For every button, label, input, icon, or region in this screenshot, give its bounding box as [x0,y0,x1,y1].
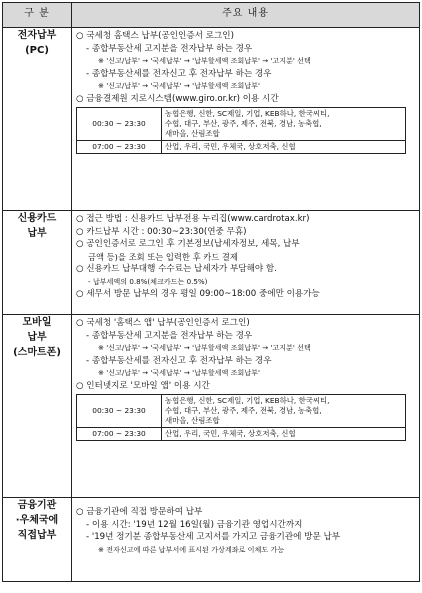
note-line: ※ '신고/납부' → '국세납부' → '납부할세액 조회납부' [98,81,260,90]
hours-cell: 07:00 ~ 23:30 [77,141,162,154]
content-line: - 종합부동산세 고지분을 전자납부 하는 경우 [86,43,253,54]
banks-cell [162,141,406,154]
payment-methods-document [2,2,420,582]
banks-line: 산업, 우리, 국민, 우체국, 상호저축, 신협 [165,429,296,438]
content-line: ○ 공인인증서로 로그인 후 기본정보(납세자정보, 세목, 납부 [76,239,300,249]
category-line: 직접납부 [17,530,57,541]
banks-line: 농협은행, 신한, SC제일, 기업, KEB하나, 한국씨티, [165,396,330,405]
category-cell [3,315,72,498]
table-row [77,108,406,141]
bank-hours-table [76,394,406,441]
content-cell [72,211,420,315]
content-line: ○ 국세청 홈택스 납부(공인인증서 로그인) [76,31,234,41]
content-line: ○ 신용카드 납부대행 수수료는 납세자가 부담해야 함. [76,264,277,274]
category-line: (PC) [25,45,49,56]
banks-line: 수협, 대구, 부산, 광주, 제주, 전북, 경남, 농축협, [165,119,322,128]
category-line: 납부 [27,332,47,343]
category-line: 납부 [27,228,47,239]
content-line: ○ 금융결제원 지로시스템(www.giro.or.kr) 이용 시간 [76,93,279,104]
note-line: ※ '신고/납부' → '국세납부' → '납부할세액 조회납부' → '고지분' 선택 [98,343,311,352]
category-line: 신용카드 [17,213,57,224]
payment-methods-table [2,2,420,582]
table-row [77,141,406,154]
content-line: ○ 금융기관에 직접 방문하여 납부 [76,507,203,517]
banks-line: 농협은행, 신한, SC제일, 기업, KEB하나, 한국씨티, [165,109,330,118]
section-row-credit-card [3,211,420,315]
section-row-bank-direct [3,498,420,582]
banks-cell [162,428,406,441]
banks-line: 새마을, 산림조합 [165,416,220,425]
section-row-pc [3,28,420,211]
note-line: ※ '신고/납부' → '국세납부' → '납부할세액 조회납부' → '고지분' 선택 [98,56,311,65]
banks-cell [162,108,406,141]
category-cell [3,28,72,211]
banks-cell [162,395,406,428]
category-cell [3,498,72,582]
content-cell [72,498,420,582]
header-content: 주요 내용 [72,3,420,28]
hours-cell: 00:30 ~ 23:30 [77,395,162,428]
category-line: ·우체국에 [15,515,59,526]
table-row [77,395,406,428]
bank-hours-table [76,107,406,154]
content-line: ○ 국세청 '홈택스 앱' 납부(공인인증서 로그인) [76,318,250,328]
banks-line: 산업, 우리, 국민, 우체국, 상호저축, 신협 [165,142,296,151]
content-cell [72,315,420,498]
content-line: - 종합부동산세를 전자신고 후 전자납부 하는 경우 [86,68,272,79]
content-line: 금액 등)을 조회 또는 입력한 후 카드 결제 [88,251,238,262]
table-row [77,428,406,441]
content-cell [72,28,420,211]
table-header-row [3,3,420,28]
category-line: 전자납부 [17,30,57,41]
note-line: ※ '신고/납부' → '국세납부' → '납부할세액 조회납부' [98,368,260,377]
content-line: - '19년 정기분 종합부동산세 고지서를 가지고 금융기관에 방문 납부 [86,532,341,542]
hours-cell: 07:00 ~ 23:30 [77,428,162,441]
hours-cell: 00:30 ~ 23:30 [77,108,162,141]
content-line: - 종합부동산세를 전자신고 후 전자납부 하는 경우 [86,355,272,366]
content-line: ○ 접근 방법 : 신용카드 납부전용 누리집(www.cardrotax.kr) [76,214,310,224]
content-line: - 이용 시간: '19년 12월 16일(월) 금융기관 영업시간까지 [86,519,303,530]
category-line: 모바일 [22,317,52,328]
category-line: (스마트폰) [13,347,61,358]
section-row-mobile [3,315,420,498]
note-line: ※ 전자신고에 따른 납부서에 표시된 가상계좌로 이체도 가능 [98,544,285,554]
banks-line: 새마을, 산림조합 [165,129,220,138]
content-line: ○ 카드납부 시간 : 00:30~23:30(연중 무휴) [76,226,247,237]
category-cell [3,211,72,315]
banks-line: 수협, 대구, 부산, 광주, 제주, 전북, 경남, 농축협, [165,406,322,415]
header-category: 구 분 [3,3,72,28]
category-line: 금융기관 [17,500,57,511]
content-line: ○ 인터넷지로 '모바일 앱' 이용 시간 [76,380,210,391]
content-line: - 종합부동산세 고지분을 전자납부 하는 경우 [86,330,253,341]
content-line: ○ 세무서 방문 납부의 경우 평일 09:00~18:00 중에만 이용가능 [76,289,320,299]
note-line: - 납부세액의 0.8%(체크카드는 0.5%) [88,276,208,286]
